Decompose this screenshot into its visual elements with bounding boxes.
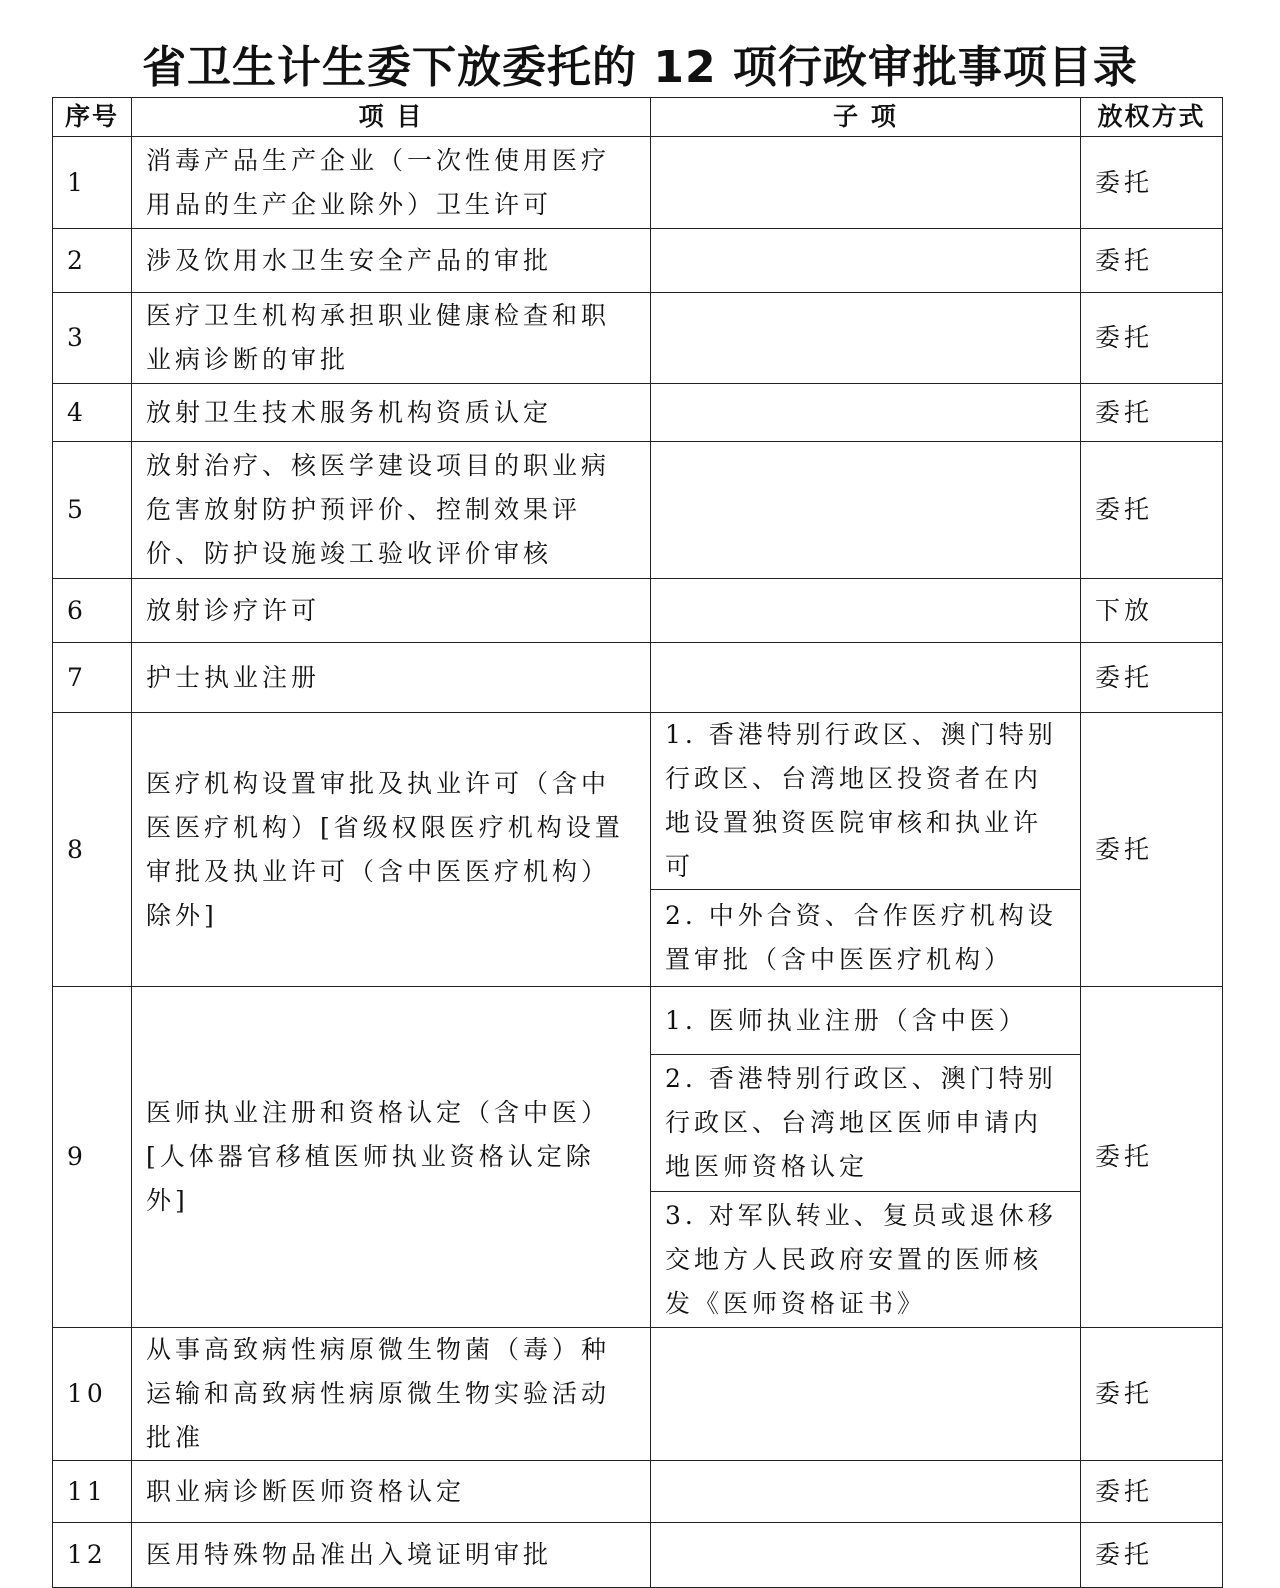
subitem: 2. 香港特别行政区、澳门特别行政区、台湾地区医师申请内地医师资格认定	[651, 1055, 1081, 1192]
delegation-method: 委托	[1081, 1461, 1223, 1523]
item-name: 放射治疗、核医学建设项目的职业病危害放射防护预评价、控制效果评价、防护设施竣工验收评价审核	[132, 442, 651, 579]
row-number: 4	[53, 384, 132, 442]
approval-items-table	[52, 97, 1223, 1588]
subitem-cell-empty	[651, 1523, 1081, 1588]
subitem: 1. 香港特别行政区、澳门特别行政区、台湾地区投资者在内地设置独资医院审核和执业许可	[651, 713, 1081, 890]
delegation-method: 委托	[1081, 293, 1223, 384]
item-name: 职业病诊断医师资格认定	[132, 1461, 651, 1523]
subitem-cell-empty	[651, 442, 1081, 579]
subitem-cell-empty	[651, 293, 1081, 384]
row-number: 8	[53, 713, 132, 987]
row-number: 2	[53, 229, 132, 293]
subitem: 1. 医师执业注册（含中医）	[651, 987, 1081, 1055]
row-number: 12	[53, 1523, 132, 1588]
table-row	[53, 229, 1223, 293]
row-number: 11	[53, 1461, 132, 1523]
table-row	[53, 384, 1223, 442]
item-name: 医疗卫生机构承担职业健康检查和职业病诊断的审批	[132, 293, 651, 384]
item-name: 医师执业注册和资格认定（含中医）[人体器官移植医师执业资格认定除外]	[132, 987, 651, 1328]
header-no: 序号	[53, 98, 132, 137]
table-row	[53, 1523, 1223, 1588]
row-number: 5	[53, 442, 132, 579]
table-header-row	[53, 98, 1223, 137]
subitem-cell-empty	[651, 643, 1081, 713]
delegation-method: 委托	[1081, 1328, 1223, 1461]
subitem: 2. 中外合资、合作医疗机构设置审批（含中医医疗机构）	[651, 890, 1081, 987]
subitem-cell-empty	[651, 579, 1081, 643]
item-name: 消毒产品生产企业（一次性使用医疗用品的生产企业除外）卫生许可	[132, 137, 651, 229]
table-row	[53, 293, 1223, 384]
table-row	[53, 643, 1223, 713]
table-row	[53, 987, 1223, 1055]
row-number: 1	[53, 137, 132, 229]
header-item: 项 目	[132, 98, 651, 137]
item-name: 从事高致病性病原微生物菌（毒）种运输和高致病性病原微生物实验活动批准	[132, 1328, 651, 1461]
delegation-method: 下放	[1081, 579, 1223, 643]
row-number: 10	[53, 1328, 132, 1461]
row-number: 7	[53, 643, 132, 713]
item-name: 放射卫生技术服务机构资质认定	[132, 384, 651, 442]
page-title: 省卫生计生委下放委托的 12 项行政审批事项目录	[142, 42, 1138, 93]
delegation-method: 委托	[1081, 442, 1223, 579]
table-row	[53, 1328, 1223, 1461]
item-name: 放射诊疗许可	[132, 579, 651, 643]
header-method: 放权方式	[1081, 98, 1223, 137]
subitem: 3. 对军队转业、复员或退休移交地方人民政府安置的医师核发《医师资格证书》	[651, 1192, 1081, 1328]
delegation-method: 委托	[1081, 384, 1223, 442]
row-number: 9	[53, 987, 132, 1328]
item-name: 护士执业注册	[132, 643, 651, 713]
header-subitem: 子 项	[651, 98, 1081, 137]
table-row	[53, 442, 1223, 579]
table-row	[53, 713, 1223, 890]
subitem-cell-empty	[651, 229, 1081, 293]
item-name: 涉及饮用水卫生安全产品的审批	[132, 229, 651, 293]
subitem-cell-empty	[651, 1461, 1081, 1523]
delegation-method: 委托	[1081, 137, 1223, 229]
subitem-cell-empty	[651, 384, 1081, 442]
delegation-method: 委托	[1081, 643, 1223, 713]
table-row	[53, 137, 1223, 229]
delegation-method: 委托	[1081, 987, 1223, 1328]
subitem-cell-empty	[651, 1328, 1081, 1461]
delegation-method: 委托	[1081, 713, 1223, 987]
subitem-cell-empty	[651, 137, 1081, 229]
table-row	[53, 1461, 1223, 1523]
item-name: 医用特殊物品准出入境证明审批	[132, 1523, 651, 1588]
table-row	[53, 579, 1223, 643]
delegation-method: 委托	[1081, 229, 1223, 293]
row-number: 3	[53, 293, 132, 384]
item-name: 医疗机构设置审批及执业许可（含中医医疗机构）[省级权限医疗机构设置审批及执业许可（含中医医疗机构）除外]	[132, 713, 651, 987]
row-number: 6	[53, 579, 132, 643]
delegation-method: 委托	[1081, 1523, 1223, 1588]
